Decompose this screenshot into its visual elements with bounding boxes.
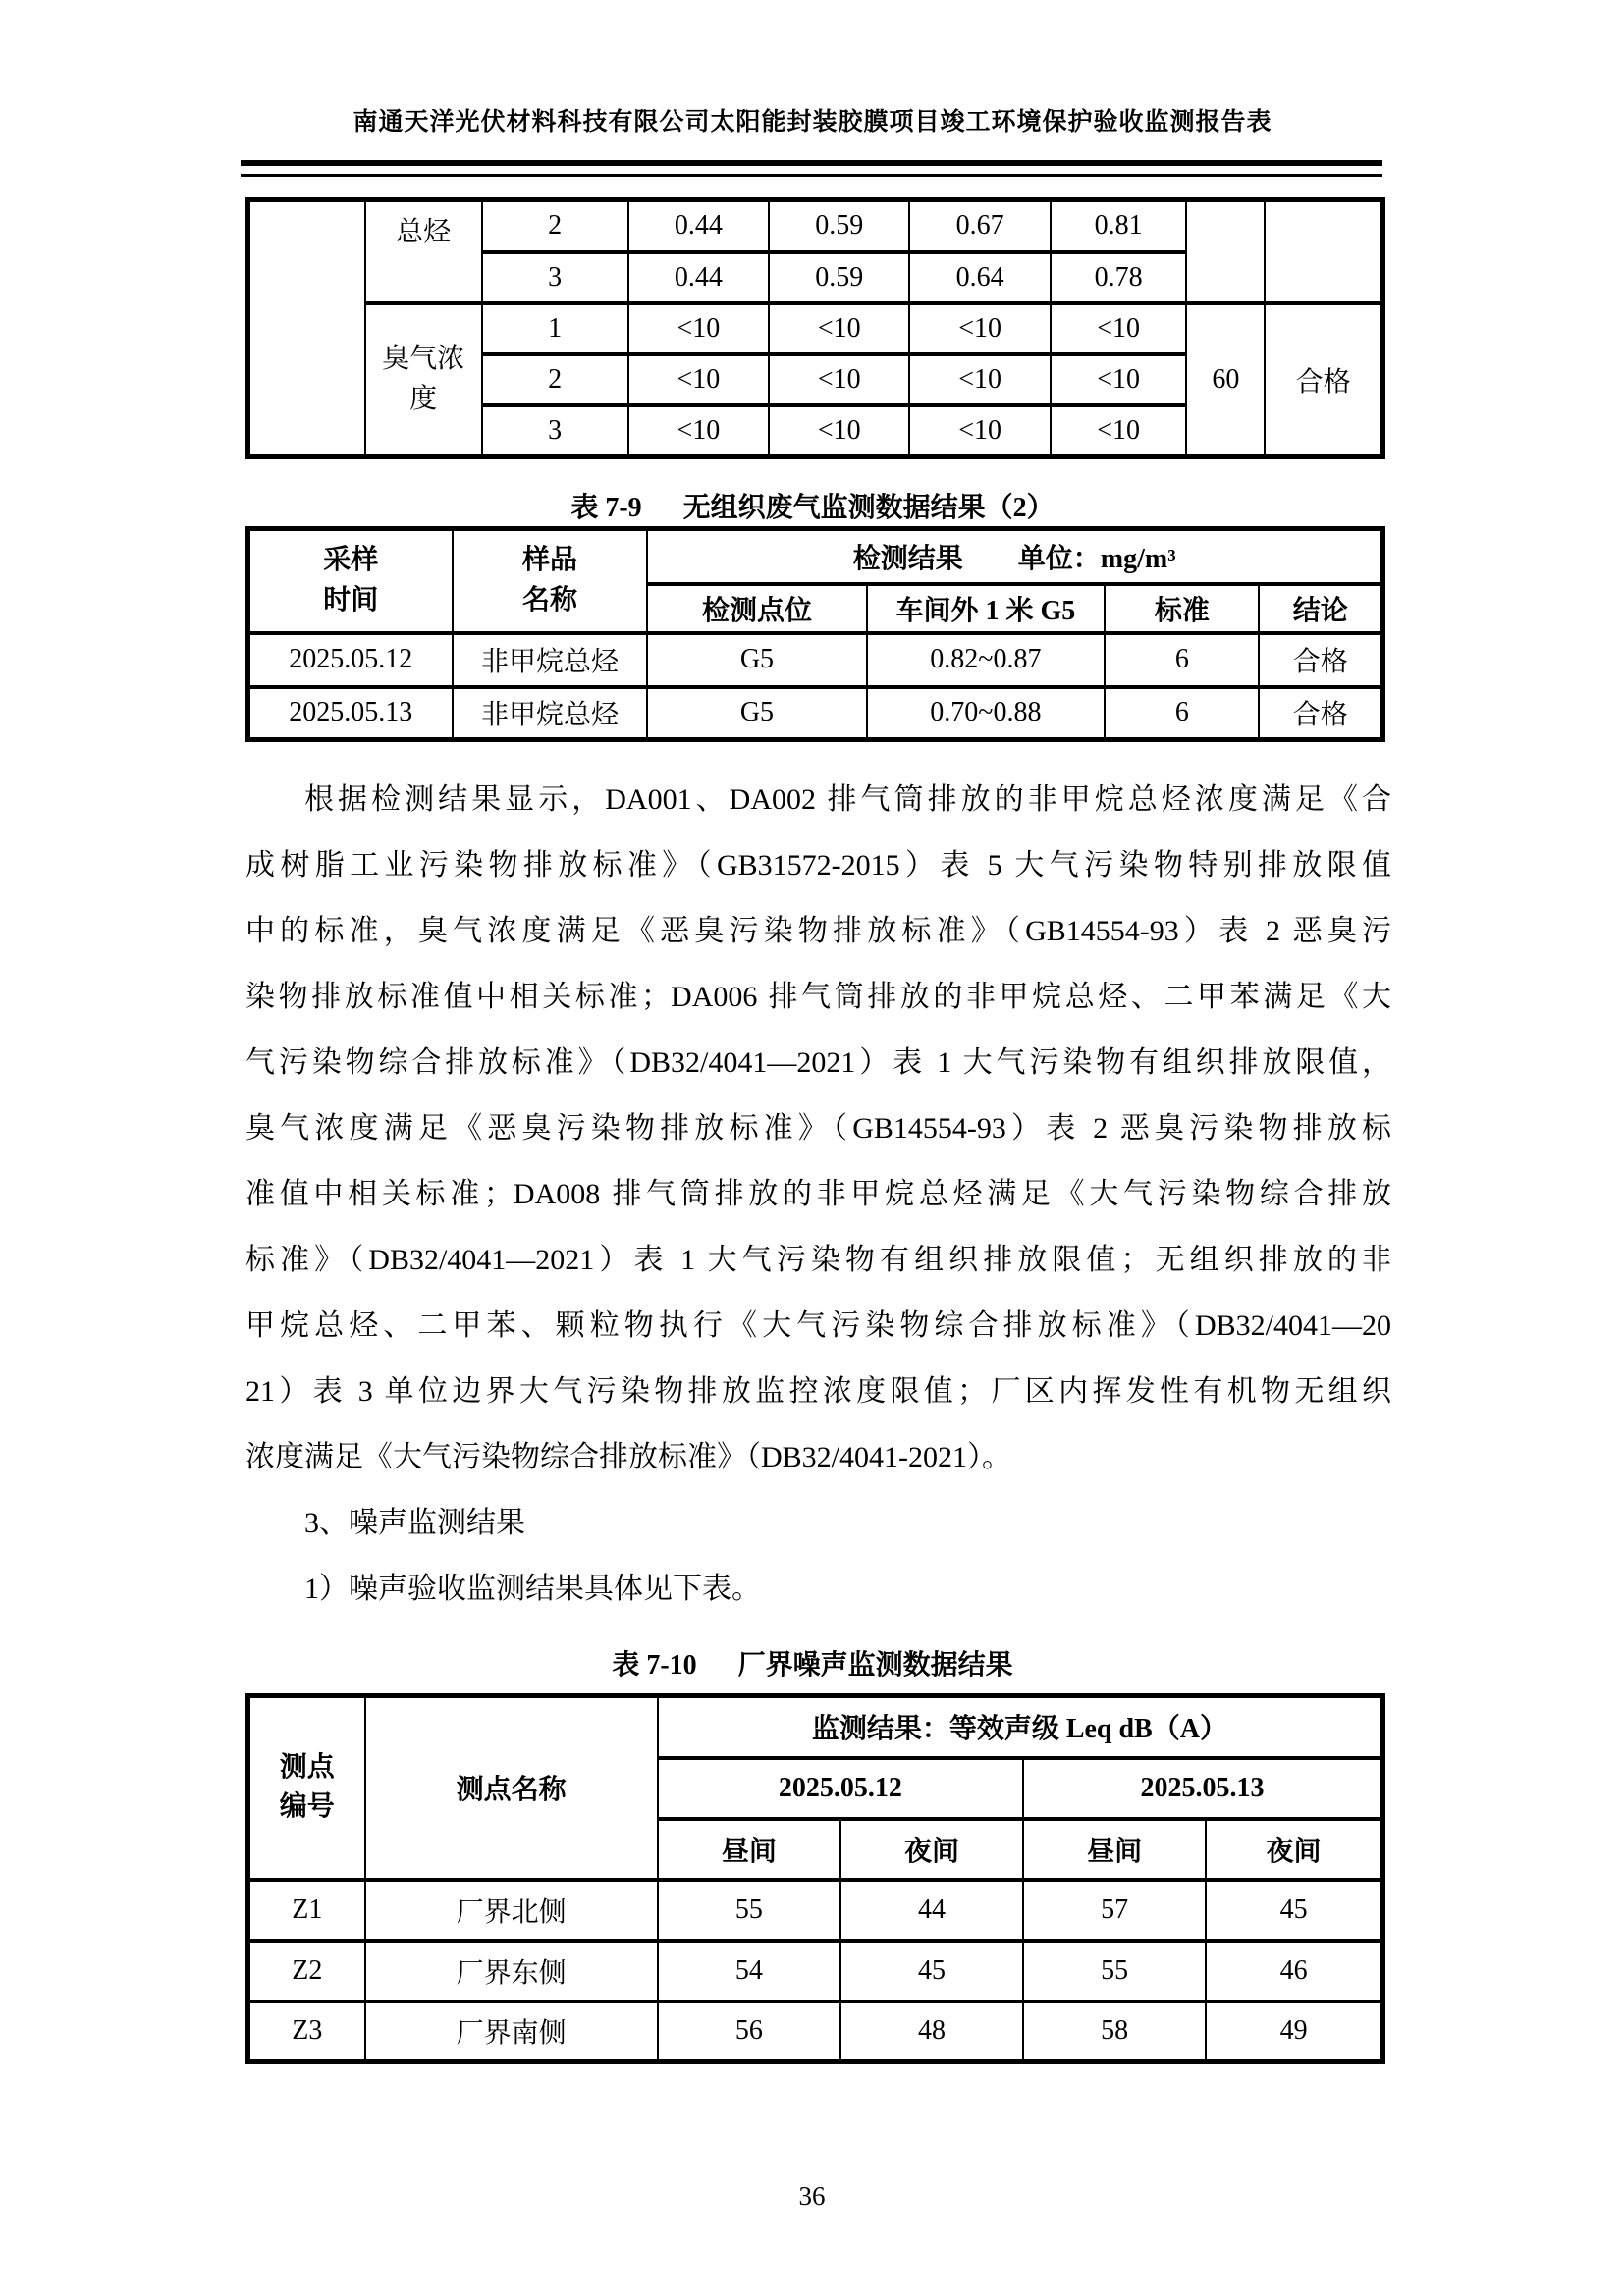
cell-pollutant-odor: 臭气浓度 [365,303,482,457]
cell-point-id: Z3 [248,2002,365,2062]
header-standard: 标准 [1105,584,1259,633]
table-continuation [245,197,1385,459]
header-rule [241,160,1382,177]
cell-value: <10 [628,303,769,354]
cell-value: 0.59 [769,200,909,252]
cell-value: 0.78 [1051,252,1187,303]
section-noise-subheading: 1）噪声验收监测结果具体见下表。 [304,1573,761,1605]
cell-value: 0.70~0.88 [867,687,1106,740]
paragraph-line: 气污染物综合排放标准》（DB32/4041—2021）表 1 大气污染物有组织排放限值， [245,1046,1391,1079]
cell-value: 0.82~0.87 [867,633,1106,687]
header-night: 夜间 [840,1819,1023,1880]
cell-value: 0.67 [909,200,1050,252]
cell-freq: 2 [482,354,628,405]
cell-conclusion: 合格 [1259,633,1382,687]
cell-value: <10 [769,303,909,354]
header-location: 车间外 1 米 G5 [867,584,1106,633]
page-header-title: 南通天洋光伏材料科技有限公司太阳能封装胶膜项目竣工环境保护验收监测报告表 [352,109,1272,135]
cell-point-name: 厂界北侧 [365,1880,658,1941]
cell-standard: 6 [1105,687,1259,740]
table10-caption [241,1643,1384,1682]
body-paragraph [245,767,1391,1622]
cell-point: G5 [647,687,866,740]
header-date1: 2025.05.12 [658,1758,1023,1819]
paragraph-line: 甲烷总烃、二甲苯、颗粒物执行《大气污染物综合排放标准》（DB32/4041—20 [245,1309,1391,1342]
header-result-group: 监测结果：等效声级 Leq dB（A） [658,1696,1383,1758]
paragraph-line: 中的标准，臭气浓度满足《恶臭污染物排放标准》（GB14554-93）表 2 恶臭污 [245,915,1391,947]
cell-time: 2025.05.13 [248,687,453,740]
cell-value: 49 [1206,2002,1382,2062]
cell-freq: 3 [482,405,628,457]
table10-caption-number: 表 7-10 [612,1650,697,1681]
cell-value: 58 [1023,2002,1206,2062]
table10 [245,1693,1385,2064]
paragraph-line: 成树脂工业污染物排放标准》（GB31572-2015）表 5 大气污染物特别排放限值 [245,849,1391,881]
cell-value: <10 [909,354,1050,405]
cell-value: 44 [840,1880,1023,1941]
cell-standard: 6 [1105,633,1259,687]
cell-value: 0.81 [1051,200,1187,252]
paragraph-line: 21）表 3 单位边界大气污染物排放监控浓度限值；厂区内挥发性有机物无组织 [245,1375,1391,1408]
cell-name: 非甲烷总烃 [453,687,648,740]
header-sample-name: 样品名称 [453,529,648,633]
header-day: 昼间 [658,1819,840,1880]
cell-value: <10 [909,405,1050,457]
cell-pollutant-thc: 总烃 [365,200,482,303]
header-point-id: 测点编号 [248,1696,365,1880]
cell-value: <10 [909,303,1050,354]
header-day: 昼间 [1023,1819,1206,1880]
cell-point-id: Z1 [248,1880,365,1941]
cell-standard: 60 [1186,303,1265,457]
cell-point: G5 [647,633,866,687]
cell-value: 45 [1206,1880,1382,1941]
cell-standard-empty [1186,200,1265,303]
cell-value: <10 [1051,303,1187,354]
cell-freq: 3 [482,252,628,303]
cell-conclusion: 合格 [1259,687,1382,740]
cell-value: 56 [658,2002,840,2062]
cell-conclusion: 合格 [1265,303,1382,457]
cell-value: 0.64 [909,252,1050,303]
cell-point-name: 厂界东侧 [365,1941,658,2002]
header-point: 检测点位 [647,584,866,633]
cell-left-empty [248,200,365,457]
cell-point-id: Z2 [248,1941,365,2002]
table9-caption [241,486,1384,525]
page-number: 36 [798,2181,826,2211]
cell-value: 0.44 [628,252,769,303]
cell-freq: 1 [482,303,628,354]
paragraph-line: 准值中相关标准；DA008 排气筒排放的非甲烷总烃满足《大气污染物综合排放 [245,1178,1391,1210]
header-result-unit: 检测结果 单位：mg/m³ [647,529,1382,584]
cell-value: 55 [1023,1941,1206,2002]
cell-name: 非甲烷总烃 [453,633,648,687]
header-sample-time: 采样时间 [248,529,453,633]
cell-freq: 2 [482,200,628,252]
cell-value: <10 [1051,405,1187,457]
cell-value: <10 [1051,354,1187,405]
section-noise-heading: 3、噪声监测结果 [304,1507,525,1539]
cell-value: 0.59 [769,252,909,303]
cell-value: 54 [658,1941,840,2002]
cell-value: 46 [1206,1941,1382,2002]
table10-caption-title: 厂界噪声监测数据结果 [737,1650,1013,1681]
cell-value: 57 [1023,1880,1206,1941]
cell-value: 48 [840,2002,1023,2062]
cell-value: <10 [769,405,909,457]
paragraph-line: 标准》（DB32/4041—2021）表 1 大气污染物有组织排放限值；无组织排放的非 [245,1244,1391,1276]
header-night: 夜间 [1206,1819,1382,1880]
table9-caption-title: 无组织废气监测数据结果（2） [682,493,1055,523]
table9-caption-number: 表 7-9 [570,493,642,523]
paragraph-line: 染物排放标准值中相关标准；DA006 排气筒排放的非甲烷总烃、二甲苯满足《大 [245,981,1391,1013]
header-date2: 2025.05.13 [1023,1758,1382,1819]
cell-conclusion-empty [1265,200,1382,303]
cell-value: <10 [769,354,909,405]
paragraph-line: 浓度满足《大气污染物综合排放标准》（DB32/4041-2021）。 [245,1441,1011,1473]
cell-value: <10 [628,354,769,405]
cell-value: 55 [658,1880,840,1941]
cell-value: <10 [628,405,769,457]
cell-time: 2025.05.12 [248,633,453,687]
paragraph-line: 根据检测结果显示，DA001、DA002 排气筒排放的非甲烷总烃浓度满足《合 [304,783,1391,816]
paragraph-line: 臭气浓度满足《恶臭污染物排放标准》（GB14554-93）表 2 恶臭污染物排放标 [245,1112,1391,1145]
cell-value: 0.44 [628,200,769,252]
header-point-name: 测点名称 [365,1696,658,1880]
cell-point-name: 厂界南侧 [365,2002,658,2062]
header-conclusion: 结论 [1259,584,1382,633]
cell-value: 45 [840,1941,1023,2002]
table9 [245,526,1385,742]
